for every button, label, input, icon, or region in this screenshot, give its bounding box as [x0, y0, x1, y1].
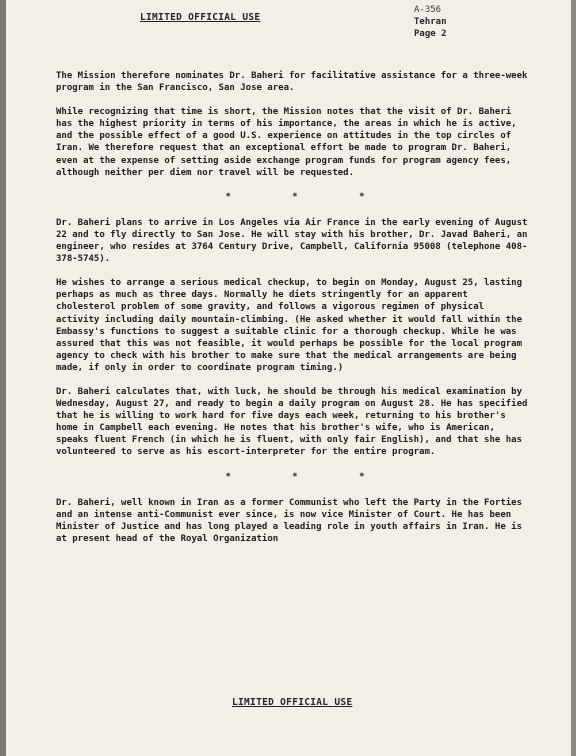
paragraph-background: Dr. Baheri, well known in Iran as a former Communist who left the Party in the Forties and an intense anti-Communist ever since, is now vice Minister of Court. He has been Minister of Justice and has long played a leading role in youth affairs in Iran. He is at present head of the Royal Organization — [56, 497, 522, 544]
header-reference-block — [414, 4, 447, 40]
footer-classification: LIMITED OFFICIAL USE — [232, 697, 353, 708]
paragraph-priority: While recognizing that time is short, the Mission notes that the visit of Dr. Baheri has the highest priority in terms of his importance, the areas in which he is active, and the possible effect of a good U.S. experience on attitudes in the top circles of Iran. We therefore request that an exceptional effort be made to program Dr. Baheri, even at the expense of setting aside exchange program funds for program agency fees, although neither per diem nor travel will be requested. — [56, 107, 517, 178]
paragraph-schedule: Dr. Baheri calculates that, with luck, he should be through his medical examination by Wednesday, August 27, and ready to begin a daily program on August 28. He has specified that he is willing to work hard for five days each week, returning to his brother's home in Campbell each evening. He notes that his brother's wife, who is American, speaks fluent French (in which he is fluent, with only fair English), and that she has volunteered to serve as his escort-interpreter for the entire program. — [56, 386, 528, 458]
document-number: A-356 — [414, 5, 442, 15]
section-separator-1: * * * — [225, 191, 393, 202]
page-edge-left — [0, 0, 6, 756]
document-body — [56, 70, 532, 557]
page-edge-right — [571, 0, 576, 756]
paragraph-nomination: The Mission therefore nominates Dr. Baheri for facilitative assistance for a three-week program in the San Francisco, San Jose area. — [56, 71, 528, 94]
page-number: Page 2 — [414, 29, 447, 39]
location-label: Tehran — [414, 17, 447, 27]
section-separator-2: * * * — [225, 471, 393, 482]
paragraph-medical: He wishes to arrange a serious medical checkup, to begin on Monday, August 25, lasting perhaps as much as three days. Normally he diets stringently for an apparent cholesterol problem of some gravity, and follows a vigorous regimen of physical activity including daily mountain-climbing. (He asked whether it would fall within the Embassy's functions to suggest a suitable clinic for a thorough checkup. While he was assured that this was not feasible, it would perhaps be possible for the local program agency to check with his brother to make sure that the medical arrangements are being made, if only in order to coordinate program timing.) — [56, 278, 522, 373]
paragraph-arrival: Dr. Baheri plans to arrive in Los Angeles via Air France in the early evening of August 22 and to fly directly to San Jose. He will stay with his brother, Dr. Javad Baheri, an engineer, who resides at 3764 Century Drive, Campbell, California 95008 (telephone 408-378-5745). — [56, 217, 528, 265]
header-classification: LIMITED OFFICIAL USE — [140, 12, 261, 23]
